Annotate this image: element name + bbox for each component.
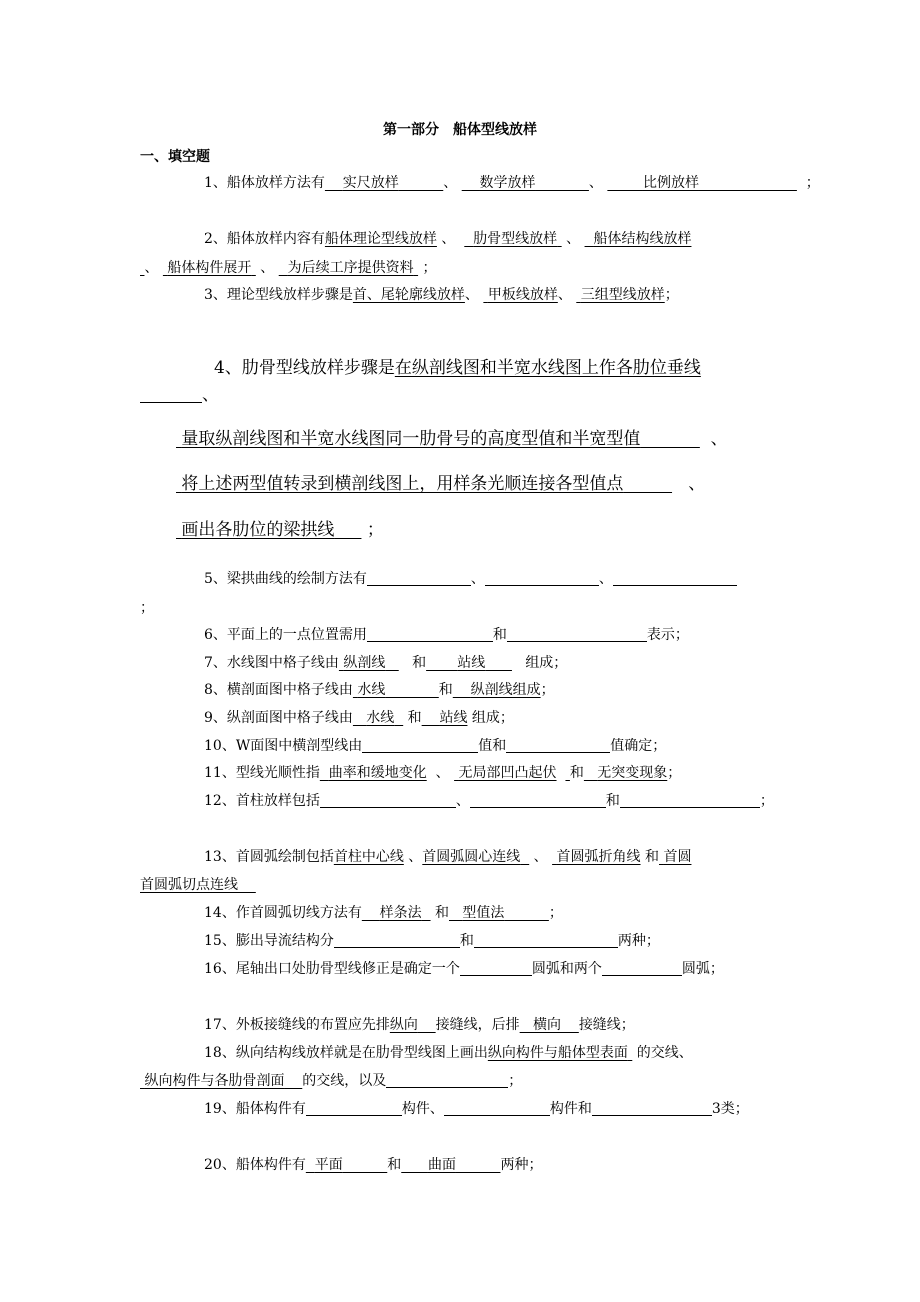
question-13: 13、首圆弧绘制包括首柱中心线 、首圆弧圆心连线 、 首圆弧折角线 和 首圆 — [204, 849, 692, 865]
answer-13-4: 首圆弧切点连线 — [140, 877, 238, 893]
answer-7-2: 站线 — [457, 655, 486, 671]
title-name: 船体型线放样 — [453, 122, 537, 138]
question-2: 2、船体放样内容有船体理论型线放样 、 肋骨型线放样 、 船体结构线放样 — [204, 231, 692, 247]
answer-1-1: 实尺放样 — [342, 175, 399, 191]
answer-4-1: 在纵剖线图和半宽水线图上作各肋位垂线 — [394, 358, 701, 378]
answer-13-3: 首圆弧折角线 — [556, 849, 641, 865]
answer-3-2: 甲板线放样 — [487, 287, 558, 303]
question-11: 11、型线光顺性指 曲率和缓地变化 、 无局部凹凸起伏 和 无突变现象； — [204, 765, 682, 781]
answer-2-1: 船体理论型线放样 — [324, 231, 437, 247]
answer-8-1: 水线 — [357, 682, 386, 698]
section-heading: 一、填空题 — [140, 149, 210, 165]
answer-2-2: 肋骨型线放样 — [473, 231, 558, 247]
question-4-cont-2: 量取纵剖线图和半宽水线图同一肋骨号的高度型值和半宽型值 、 — [176, 427, 728, 451]
question-10: 10、W面图中横剖型线由 值和 值确定； — [204, 738, 667, 754]
question-15: 15、膨出导流结构分 和 两种； — [204, 933, 660, 949]
answer-1-3: 比例放样 — [642, 175, 699, 191]
answer-13-1: 首柱中心线 — [333, 849, 404, 865]
answer-8-2: 纵剖线组成 — [470, 682, 541, 698]
question-8: 8、横剖面图中格子线由 水线 和 纵剖线组成； — [204, 682, 555, 698]
question-5: 5、梁拱曲线的绘制方法有 、 、 — [204, 569, 737, 589]
answer-7-1: 纵剖线 — [343, 655, 386, 671]
question-9: 9、纵剖面图中格子线由 水线 和 站线 组成； — [204, 710, 514, 726]
answer-4-2: 量取纵剖线图和半宽水线图同一肋骨号的高度型值和半宽型值 — [181, 429, 641, 449]
answer-3-1: 首、尾轮廓线放样 — [352, 287, 465, 303]
question-5-cont: ； — [140, 600, 154, 616]
answer-2-3: 船体结构线放样 — [593, 231, 692, 247]
answer-11-3: 无突变现象 — [597, 765, 668, 781]
answer-20-1: 平面 — [314, 1157, 343, 1173]
question-19: 19、船体构件有 构件、 构件和 3类； — [204, 1101, 749, 1117]
answer-14-1: 样条法 — [379, 905, 422, 921]
answer-9-2: 站线 — [439, 710, 468, 726]
answer-4-3: 将上述两型值转录到横剖线图上，用样条光顺连接各型值点 — [181, 474, 624, 494]
answer-20-2: 曲面 — [427, 1157, 456, 1173]
question-20: 20、船体构件有 平面 和 曲面 两种； — [204, 1157, 543, 1173]
question-13-cont — [140, 875, 256, 895]
answer-17-2: 横向 — [533, 1017, 561, 1033]
title-part: 第一部分 — [383, 122, 439, 138]
question-4: 4、肋骨型线放样步骤是在纵剖线图和半宽水线图上作各肋位垂线 — [214, 358, 701, 378]
answer-11-1: 曲率和缓地变化 — [328, 765, 427, 781]
answer-2-4: 船体构件展开 — [167, 260, 252, 276]
answer-9-1: 水线 — [366, 710, 395, 726]
page-title — [0, 119, 920, 139]
answer-3-3: 三组型线放样 — [580, 287, 665, 303]
question-7: 7、水线图中格子线由 纵剖线 和 站线 组成； — [204, 655, 568, 671]
question-17: 17、外板接缝线的布置应先排纵向 接缝线，后排 横向 接缝线； — [204, 1017, 635, 1033]
answer-2-5: 为后续工序提供资料 — [287, 260, 414, 276]
answer-1-2: 数学放样 — [479, 175, 536, 191]
answer-13-2: 首圆弧圆心连线 — [422, 849, 521, 865]
question-12: 12、首柱放样包括 、 和 ； — [204, 793, 774, 809]
question-6: 6、平面上的一点位置需用 和 表示； — [204, 627, 689, 643]
answer-14-2: 型值法 — [462, 905, 505, 921]
answer-18-1: 纵向构件与船体型表面 — [487, 1045, 628, 1061]
question-4-cont-4: 画出各肋位的梁拱线 ； — [176, 518, 384, 542]
answer-11-2: 无局部凹凸起伏 — [458, 765, 557, 781]
answer-18-2: 纵向构件与各肋骨剖面 — [144, 1073, 285, 1089]
question-4-cont-3: 将上述两型值转录到横剖线图上，用样条光顺连接各型值点 、 — [176, 472, 705, 496]
question-2-cont: 、 船体构件展开 、 为后续工序提供资料 ； — [144, 260, 437, 276]
question-4-cont-1: 、 — [140, 383, 219, 407]
question-18: 18、纵向结构线放样就是在肋骨型线图上画出纵向构件与船体型表面 的交线、 — [204, 1045, 693, 1061]
question-14: 14、作首圆弧切线方法有 样条法 和 型值法 ； — [204, 905, 563, 921]
question-1: 1、船体放样方法有 实尺放样 、 数学放样 、 比例放样 ； — [204, 175, 820, 191]
question-16: 16、尾轴出口处肋骨型线修正是确定一个 圆弧和两个 圆弧； — [204, 961, 724, 977]
question-3: 3、理论型线放样步骤是首、尾轮廓线放样、 甲板线放样、 三组型线放样； — [204, 287, 679, 303]
answer-17-1: 纵向 — [389, 1017, 418, 1033]
answer-4-4: 画出各肋位的梁拱线 — [181, 520, 335, 540]
question-18-cont: 纵向构件与各肋骨剖面 的交线，以及 ； — [140, 1071, 522, 1091]
